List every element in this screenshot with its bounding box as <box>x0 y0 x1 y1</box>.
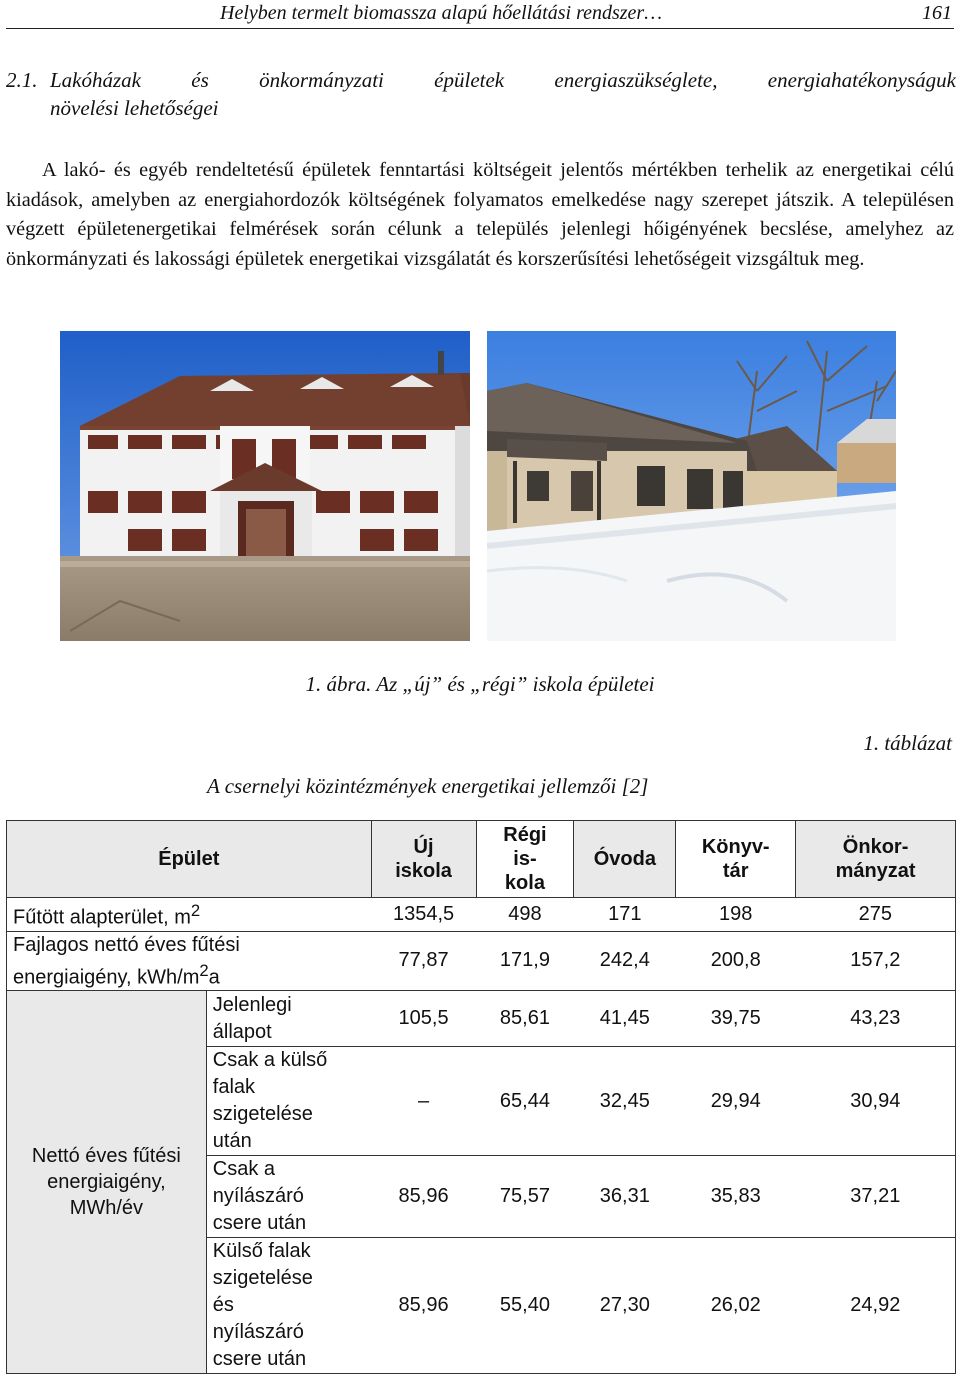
table-cell: 85,96 <box>371 1156 476 1238</box>
table-cell: 171,9 <box>476 931 574 991</box>
table-cell: 41,45 <box>574 991 676 1047</box>
table-cell: 26,02 <box>676 1238 796 1374</box>
header-new-school: Új iskola <box>371 821 476 898</box>
table-cell: – <box>371 1047 476 1156</box>
table-row <box>7 991 956 1047</box>
table-cell: 35,83 <box>676 1156 796 1238</box>
table-title: A csernelyi közintézmények energetikai jellemzői [2] <box>207 774 649 798</box>
table-cell: 157,2 <box>796 931 956 991</box>
body-paragraph: A lakó- és egyéb rendeltetésű épületek fenntartási költségeit jelentős mértékben terhelik az energetikai célú kiadások, amelyben az energiahordozók költségének folyamatos emelkedése nagy szerepet játszik. A településen végzett épületenergetikai felmérések során célunk a település jelenlegi hőigényének becslése, amelyhez az önkormányzati és lakossági épületek energetikai vizsgálatát és korszerűsítési lehetőségeit vizsgáltuk meg. <box>6 159 954 270</box>
section-title-line2: növelési lehetőségei <box>50 96 219 120</box>
header-kindergarten: Óvoda <box>574 821 676 898</box>
row-label-area: Fűtött alapterület, $m^2$ <box>7 898 372 932</box>
table-cell: 55,40 <box>476 1238 574 1374</box>
table-cell: 75,57 <box>476 1156 574 1238</box>
running-title: Helyben termelt biomassza alapú hőellátási rendszer… <box>220 2 663 24</box>
table-cell: 37,21 <box>796 1156 956 1238</box>
section-heading: 2.1. Lakóházak és önkormányzati épületek energiaszükséglete, energiahatékonyságuk növelési lehetőségei <box>6 68 956 120</box>
table-cell: 43,23 <box>796 991 956 1047</box>
sub-row-label: Jelenlegi állapot <box>206 991 371 1047</box>
table-row <box>7 931 956 991</box>
photo-old-school <box>487 331 896 641</box>
table-label: 1. táblázat <box>863 731 952 755</box>
running-header <box>6 0 954 29</box>
header-old-school: Régi is- kola <box>476 821 574 898</box>
table-cell: 36,31 <box>574 1156 676 1238</box>
table-cell: 32,45 <box>574 1047 676 1156</box>
row-label-specific: Fajlagos nettó éves fűtési energiaigény, kWh/$m^2a$ <box>7 931 372 991</box>
table-cell: 105,5 <box>371 991 476 1047</box>
table-cell: 200,8 <box>676 931 796 991</box>
table-cell: 498 <box>476 898 574 932</box>
header-library: Könyv- tár <box>676 821 796 898</box>
table-cell: 77,87 <box>371 931 476 991</box>
table-cell: 242,4 <box>574 931 676 991</box>
header-municipality: Önkor- mányzat <box>796 821 956 898</box>
energy-table <box>6 820 956 1374</box>
table-cell: 39,75 <box>676 991 796 1047</box>
table-cell: 171 <box>574 898 676 932</box>
table-cell: 29,94 <box>676 1047 796 1156</box>
table-cell: 85,61 <box>476 991 574 1047</box>
table-row <box>7 898 956 932</box>
sub-row-label: Csak a külső falak szigetelése után <box>206 1047 371 1156</box>
table-cell: 30,94 <box>796 1047 956 1156</box>
table-cell: 24,92 <box>796 1238 956 1374</box>
figure-caption: 1. ábra. Az „új” és „régi” iskola épületei <box>305 672 655 696</box>
table-cell: 27,30 <box>574 1238 676 1374</box>
section-number: 2.1. <box>6 68 38 92</box>
table-cell: 275 <box>796 898 956 932</box>
sub-row-label: Külső falak szigetelése és nyílászáró csere után <box>206 1238 371 1374</box>
table-header-row <box>7 821 956 898</box>
header-building: Épület <box>7 821 372 898</box>
group-label-net-demand: Nettó éves fűtési energiaigény, MWh/év <box>7 991 207 1374</box>
sub-row-label: Csak a nyílászáró csere után <box>206 1156 371 1238</box>
table-cell: 85,96 <box>371 1238 476 1374</box>
page-number: 161 <box>922 2 952 24</box>
table-cell: 198 <box>676 898 796 932</box>
photo-new-school <box>60 331 470 641</box>
table-cell: 1354,5 <box>371 898 476 932</box>
table-cell: 65,44 <box>476 1047 574 1156</box>
